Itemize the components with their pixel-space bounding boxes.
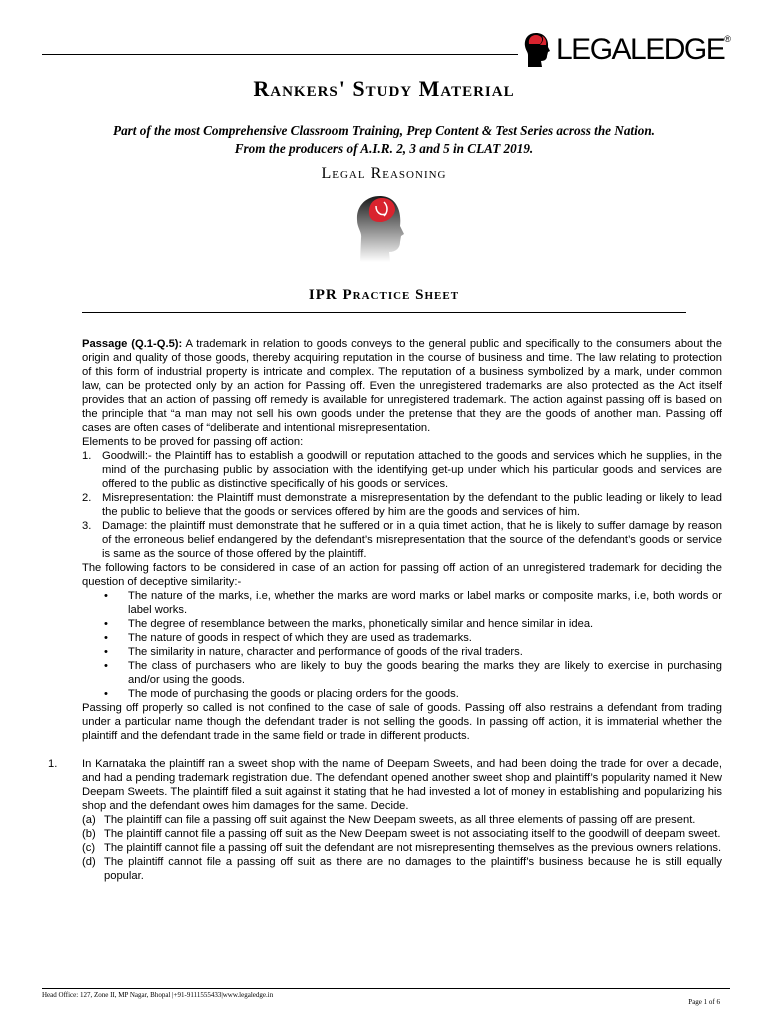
section-title: Legal Reasoning: [321, 165, 447, 182]
subtitle-line-2: From the producers of A.I.R. 2, 3 and 5 in CLAT 2019.: [234, 141, 534, 156]
footer-rule: [42, 988, 730, 989]
bullet-icon: •: [104, 660, 108, 672]
legaledge-logo: [522, 30, 731, 70]
question-options: [82, 813, 722, 883]
sheet-title-underline: [82, 312, 686, 313]
elements-intro: Elements to be proved for passing off action:: [82, 436, 304, 448]
elements-list: [82, 449, 722, 561]
document-title: Rankers' Study Material: [253, 76, 515, 101]
list-item: • The nature of the marks, i.e, whether the marks are word marks or label marks or composite marks, i.e, both words or label works.: [104, 590, 722, 616]
footer-address: Head Office: 127, Zone II, MP Nagar, Bhopal |+91-9111555433|www.legaledge.in: [42, 991, 274, 999]
factors-intro: The following factors to be considered in case of an action for passing off action of an unregistered trademark for deciding the question of deceptive similarity:-: [82, 562, 722, 588]
option-a[interactable]: (a) The plaintiff can file a passing off suit against the New Deepam sweets, as all three elements of passing off are present.: [82, 814, 696, 826]
factors-list: [82, 589, 722, 701]
list-item: • The degree of resemblance between the marks, phonetically similar and hence similar in idea.: [104, 618, 594, 630]
list-item: • The similarity in nature, character and performance of goods of the rival traders.: [104, 646, 523, 658]
list-item: 1. Goodwill:- the Plaintiff has to establish a goodwill or reputation attached to the goods and services which he supplies, in the mind of the purchasing public by association with the identifying get-up under which his particular goods and services are offered to the public as distinctive specifically of his goods or services.: [82, 450, 722, 490]
passage-paragraph: [82, 337, 722, 435]
subtitle-line-1: Part of the most Comprehensive Classroom Training, Prep Content & Test Series across the Nation.: [113, 123, 655, 138]
bullet-icon: •: [104, 646, 108, 658]
passage-content: [48, 337, 723, 883]
bullet-icon: •: [104, 590, 108, 602]
page-number: Page 1 of 6: [688, 998, 720, 1006]
head-logo-icon: [522, 31, 554, 69]
head-silhouette-icon: [340, 192, 430, 282]
logo-text: LEGALEDGE®: [556, 33, 731, 66]
bullet-icon: •: [104, 688, 108, 700]
sheet-title: IPR Practice Sheet: [308, 287, 460, 303]
list-item: 2. Misrepresentation: the Plaintiff must demonstrate a misrepresentation by the defendant to the public leading or likely to lead the public to believe that the goods or services offered by him are the goods and services of him.: [82, 492, 722, 518]
list-item: • The nature of goods in respect of which they are used as trademarks.: [104, 632, 472, 644]
list-item: • The class of purchasers who are likely to buy the goods bearing the marks they are likely to exercise in purchasing and/or using the goods.: [104, 660, 722, 686]
question-number: 1.: [48, 758, 58, 770]
header-rule: [42, 54, 518, 55]
passage-conclusion: Passing off properly so called is not confined to the case of sale of goods. Passing off also restrains a defendant from trading under a particular name though the defendant trader is not selling the goods. In passing off action, it is immaterial whether the plaintiff and the defendant trade in the same field or trade in different products.: [82, 702, 722, 742]
bullet-icon: •: [104, 632, 108, 644]
question-text: In Karnataka the plaintiff ran a sweet shop with the name of Deepam Sweets, and had been doing the trade for over a decade, and had a pending trademark registration due. The defendant opened another sweet shop and plaintiff’s popularity named it New Deepam Sweets. The plaintiff filed a suit against it stating that he had invested a lot of money in establishing and popularizing his shop and the defendant owes him damages for the same. Decide.: [82, 758, 722, 812]
list-item: 3. Damage: the plaintiff must demonstrate that he suffered or in a quia timet action, that he is likely to suffer damage by reason of the erroneous belief endangered by the defendant’s misrepresentation that the source of the defendant’s goods or service is same as the source of those offered by the plaintiff.: [82, 520, 722, 560]
option-c[interactable]: (c) The plaintiff cannot file a passing off suit the defendant are not misrepresenting themselves as the previous owners relations.: [82, 842, 722, 854]
passage-text: A trademark in relation to goods conveys to the general public and specifically to the consumers about the origin and quality of those goods, thereby acquiring reputation in the course of business and time. The law relating to protection of this form of industrial property is intricate and complex. The reputation of a business symbolized by a mark, under common law, can be protected only by an action for Passing off. Even the unregistered trademarks are also protected as the Act itself provides that an action of passing off remedy is available for unregistered trademark. The action against passing off is based on the principle that “a man may not sell his own goods under the pretense that they are the goods of another man. Passing off cases are often cases of “deliberate and intentional misrepresentation.: [82, 338, 723, 434]
option-d[interactable]: (d) The plaintiff cannot file a passing off suit as there are no damages to the plaintiff’s business because he is still equally popular.: [82, 856, 722, 882]
passage-label: Passage (Q.1-Q.5):: [82, 338, 183, 350]
list-item: • The mode of purchasing the goods or placing orders for the goods.: [104, 688, 459, 700]
question-1: [48, 757, 722, 883]
option-b[interactable]: (b) The plaintiff cannot file a passing off suit as the New Deepam sweet is not associating itself to the goodwill of deepam sweet.: [82, 828, 721, 840]
bullet-icon: •: [104, 618, 108, 630]
